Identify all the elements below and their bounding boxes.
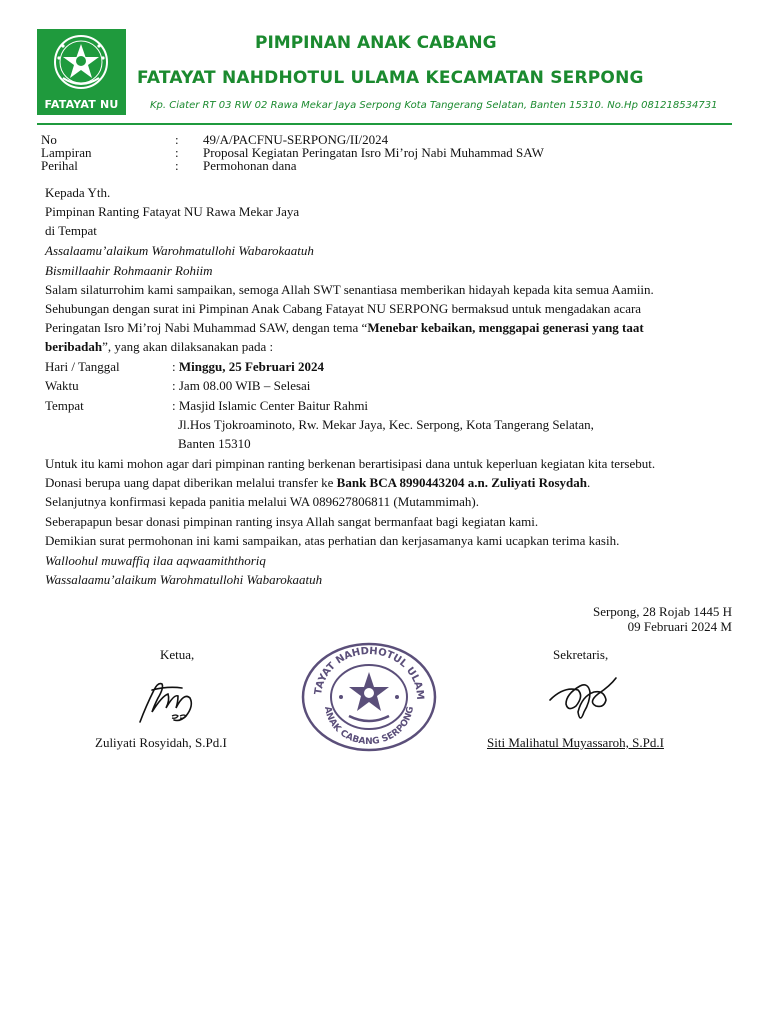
hari-date: Minggu, 25 Februari 2024 [178,359,325,374]
opening-salam: Assalaamu’alaikum Warohmatullohi Wabarokaatuh [45,243,314,258]
perihal-label: Perihal [41,158,78,173]
hari-label: Hari / Tanggal [45,359,120,374]
bank-account: Bank BCA 8990443204 a.n. Zuliyati Rosydah [336,475,587,490]
no-value: 49/A/PACFNU-SERPONG/II/2024 [203,132,389,147]
perihal-value: Permohonan dana [203,158,297,173]
organization-logo [37,29,126,115]
paragraph-9: Demikian surat permohonan ini kami sampaikan, atas perhatian dan kerjasamanya kami ucapkan terima kasih. [45,533,620,548]
letterhead-title-1: PIMPINAN ANAK CABANG [255,33,497,53]
tempat-address-1: Jl.Hos Tjokroaminoto, Rw. Mekar Jaya, Kec. Serpong, Kota Tangerang Selatan, [178,417,594,432]
tempat-value: : Masjid Islamic Center Baitur Rahmi [172,398,369,413]
header-divider [37,123,732,125]
perihal-colon: : [175,158,179,173]
closing-doa: Walloohul muwaffiq ilaa aqwaamiththoriq [45,553,266,568]
sekretaris-label: Sekretaris, [553,647,609,662]
recipient-line-1: Kepada Yth. [45,185,111,200]
paragraph-3-text: Peringatan Isro Mi’roj Nabi Muhammad SAW, dengan tema “ [45,320,368,335]
waktu-label: Waktu [45,378,79,393]
lampiran-value: Proposal Kegiatan Peringatan Isro Mi’roj Nabi Muhammad SAW [203,145,544,160]
paragraph-3 [45,320,644,335]
paragraph-1: Salam silaturrohim kami sampaikan, semoga Allah SWT senantiasa memberikan hidayah kepada kita semua Aamiin. [45,282,654,297]
sekretaris-name: Siti Malihatul Muyassaroh, S.Pd.I [487,735,664,750]
paragraph-5: Untuk itu kami mohon agar dari pimpinan ranting berkenan berartisipasi dana untuk keperluan kegiatan kita tersebut. [45,456,656,471]
recipient-line-3: di Tempat [45,223,97,238]
recipient-line-2: Pimpinan Ranting Fatayat NU Rawa Mekar Jaya [45,204,300,219]
paragraph-6 [45,475,590,490]
bismillah: Bismillaahir Rohmaanir Rohiim [45,263,213,278]
paragraph-4-text: ”, yang akan dilaksanakan pada : [102,339,274,354]
paragraph-7: Selanjutnya konfirmasi kepada panitia melalui WA 089627806811 (Mutammimah). [45,494,479,509]
paragraph-4 [45,339,273,354]
waktu-value: : Jam 08.00 WIB – Selesai [172,378,311,393]
no-colon: : [175,132,179,147]
star-emblem-icon [49,32,113,94]
logo-text: FATAYAT NU [44,98,119,111]
tempat-label: Tempat [45,398,84,413]
no-label: No [41,132,57,147]
paragraph-2: Sehubungan dengan surat ini Pimpinan Anak Cabang Fatayat NU SERPONG bermaksud untuk mengadakan acara [45,301,642,316]
letterhead-title-2: FATAYAT NAHDHOTUL ULAMA KECAMATAN SERPONG [137,68,644,88]
stamp-top-text: TAYAT NAHDHOTUL ULAM [313,645,426,701]
date-masehi: 09 Februari 2024 M [627,619,732,634]
letterhead-address: Kp. Ciater RT 03 RW 02 Rawa Mekar Jaya Serpong Kota Tangerang Selatan, Banten 15310. No.Hp 081218534731 [150,100,718,111]
tempat-address-2: Banten 15310 [178,436,251,451]
official-stamp [301,642,437,757]
event-theme: Menebar kebaikan, menggapai generasi yang taat [367,320,644,335]
paragraph-8: Seberapapun besar donasi pimpinan ranting insya Allah sangat bermanfaat bagi kegiatan kami. [45,514,539,529]
closing-salam: Wassalaamu’alaikum Warohmatullohi Wabarokaatuh [45,572,323,587]
stamp-bottom-text: ANAK CABANG SERPONG [322,705,417,748]
sekretaris-signature-icon [544,668,624,728]
hari-value [172,359,324,374]
hari-colon: : [172,359,176,374]
ketua-signature-icon [132,676,212,728]
event-theme-end: beribadah [45,339,103,354]
lampiran-colon: : [175,145,179,160]
paragraph-6-end: . [587,475,591,490]
paragraph-6-text: Donasi berupa uang dapat diberikan melalui transfer ke [45,475,337,490]
ketua-name: Zuliyati Rosyidah, S.Pd.I [95,735,227,750]
date-hijri: Serpong, 28 Rojab 1445 H [592,604,732,619]
stamp-emblem-icon [301,642,437,752]
lampiran-label: Lampiran [41,145,92,160]
ketua-label: Ketua, [160,647,195,662]
